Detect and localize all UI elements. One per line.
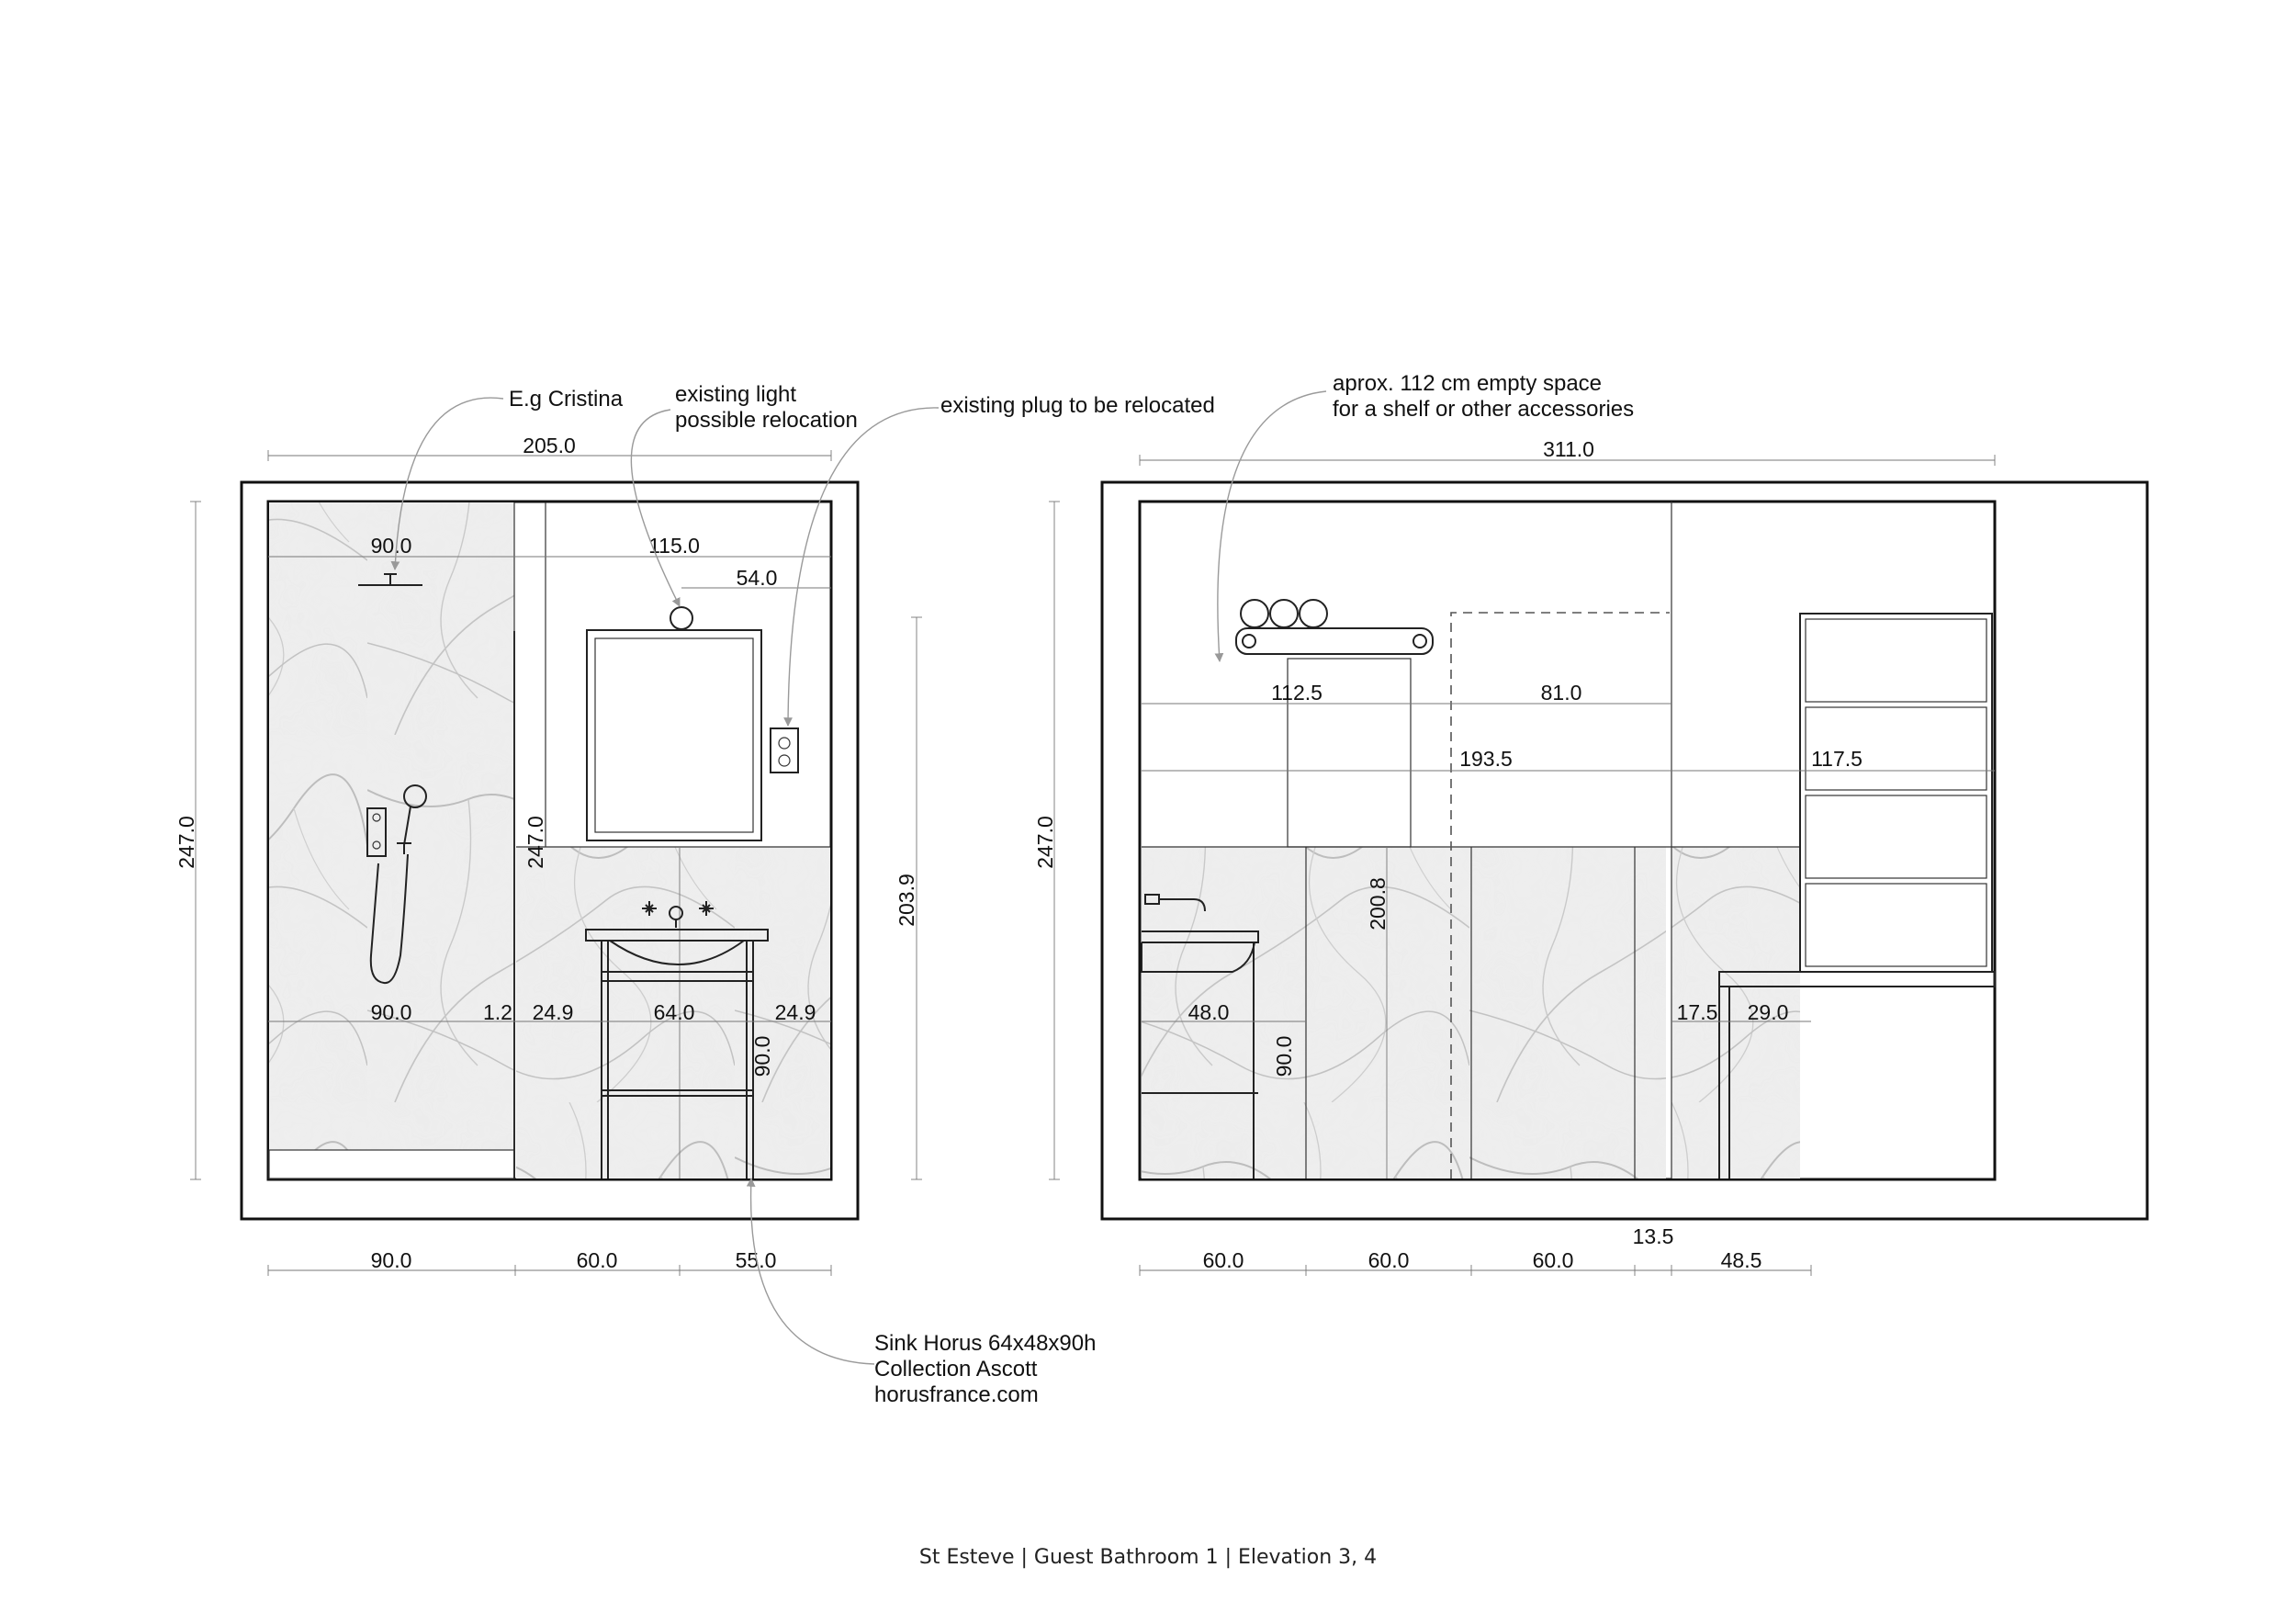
e3-sink-left-gap: 24.9 xyxy=(532,1000,574,1024)
note-sink-line2: Collection Ascott xyxy=(874,1357,1038,1382)
e4-sink-depth: 48.0 xyxy=(1187,1000,1230,1024)
drawing-title: St Esteve | Guest Bathroom 1 | Elevation 3, 4 xyxy=(918,1546,1378,1569)
e4-bench-width: 29.0 xyxy=(1747,1000,1789,1024)
e3-inner-width-upper: 115.0 xyxy=(648,534,700,558)
shelving-unit xyxy=(1800,614,1992,972)
plug-socket-bottom xyxy=(779,755,790,766)
e4-gap-bottom: 13.5 xyxy=(1632,1224,1674,1248)
elevation-3 xyxy=(174,382,1215,1407)
e4-span-left: 193.5 xyxy=(1459,747,1513,771)
note-plug: existing plug to be relocated xyxy=(940,393,1215,418)
note-space-line2: for a shelf or other accessories xyxy=(1333,397,1635,422)
plug-socket-top xyxy=(779,738,790,749)
e3-overall-width: 205.0 xyxy=(523,434,576,457)
e3-bottom-dim-2: 60.0 xyxy=(576,1248,618,1272)
e3-bottom-dim-3: 55.0 xyxy=(735,1248,777,1272)
note-shower-head: E.g Cristina xyxy=(509,387,624,412)
e3-light-offset: 54.0 xyxy=(736,566,778,590)
e4-gap-small: 17.5 xyxy=(1676,1000,1718,1024)
note-sink-line1: Sink Horus 64x48x90h xyxy=(874,1331,1097,1356)
e3-wall-height: 247.0 xyxy=(523,816,547,869)
e3-shower-width-upper: 90.0 xyxy=(370,534,412,558)
towel-rail xyxy=(1236,600,1433,654)
e4-bottom-dim-2: 60.0 xyxy=(1367,1248,1410,1272)
shower-tray xyxy=(269,1150,514,1179)
e4-door-height: 200.8 xyxy=(1366,877,1390,930)
e3-glass-thickness: 1.2 xyxy=(483,1000,512,1024)
mirror-inner xyxy=(595,638,753,832)
wall-light xyxy=(670,607,692,629)
e3-shower-width-lower: 90.0 xyxy=(370,1000,412,1024)
e3-right-height: 203.9 xyxy=(895,874,918,927)
e4-overall-width: 311.0 xyxy=(1543,437,1594,461)
e4-mirror-width: 81.0 xyxy=(1540,681,1582,705)
e3-bottom-dim-1: 90.0 xyxy=(370,1248,412,1272)
note-light-line1: existing light xyxy=(675,382,797,407)
e4-bottom-dim-4: 48.5 xyxy=(1720,1248,1762,1272)
note-sink-line3: horusfrance.com xyxy=(874,1382,1039,1407)
mirror xyxy=(587,630,761,840)
e3-sink-height: 90.0 xyxy=(750,1035,774,1077)
e3-sink-right-gap: 24.9 xyxy=(774,1000,816,1024)
shower-marble xyxy=(269,502,514,1150)
e3-overall-height: 247.0 xyxy=(174,816,198,869)
e3-sink-width: 64.0 xyxy=(653,1000,695,1024)
e4-span-right: 117.5 xyxy=(1811,747,1863,771)
note-light-line2: possible relocation xyxy=(675,408,858,433)
e4-sink-height: 90.0 xyxy=(1272,1035,1296,1077)
note-space-line1: aprox. 112 cm empty space xyxy=(1333,371,1603,396)
e4-rail-width: 112.5 xyxy=(1271,681,1322,705)
leader-light xyxy=(631,410,680,606)
e4-bottom-dim-1: 60.0 xyxy=(1202,1248,1244,1272)
e4-bottom-dim-3: 60.0 xyxy=(1532,1248,1574,1272)
e4-overall-height: 247.0 xyxy=(1033,816,1057,869)
elevation-4 xyxy=(1033,371,2147,1276)
